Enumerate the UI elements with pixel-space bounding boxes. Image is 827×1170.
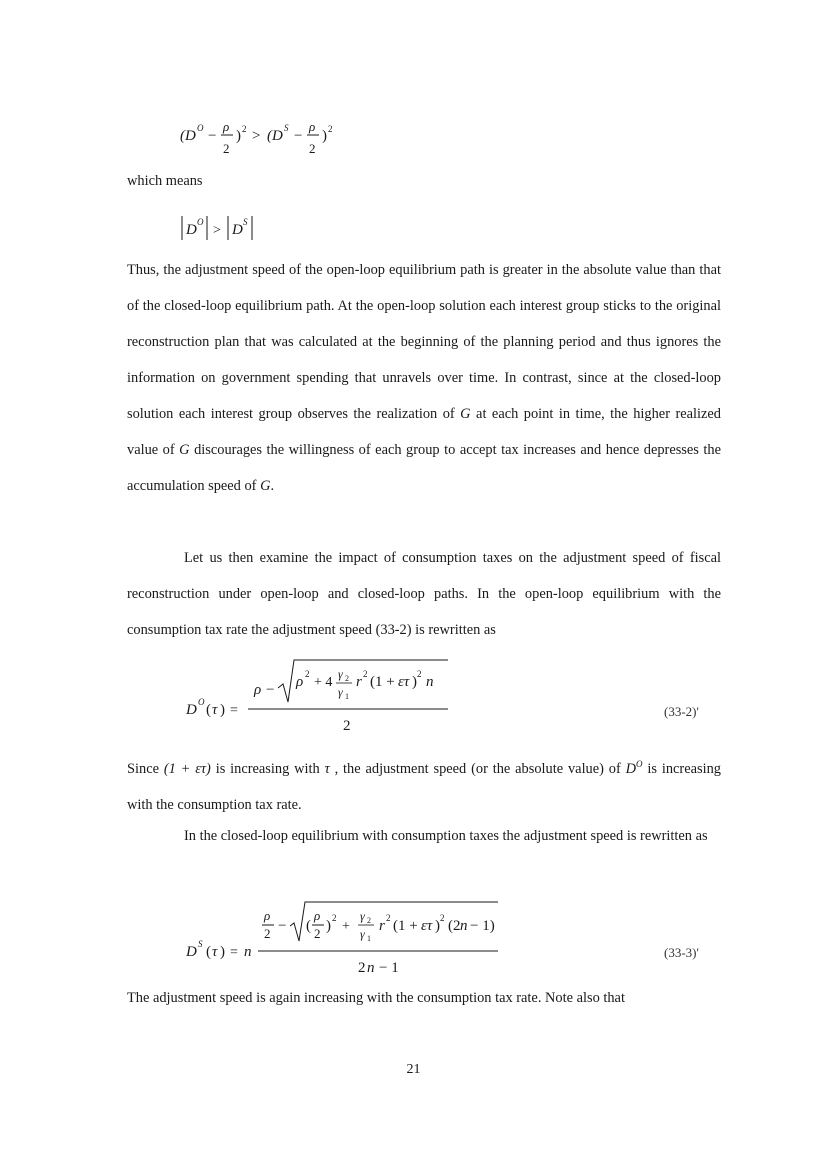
svg-text:(2: (2 bbox=[448, 918, 461, 934]
svg-text:−: − bbox=[278, 918, 287, 934]
svg-text:−: − bbox=[208, 128, 217, 144]
svg-text:n: n bbox=[244, 944, 252, 960]
svg-text:1: 1 bbox=[367, 934, 371, 943]
svg-text:ετ: ετ bbox=[421, 918, 433, 934]
page-number: 21 bbox=[406, 1062, 421, 1077]
svg-text:2: 2 bbox=[363, 669, 368, 679]
svg-text:D: D bbox=[186, 944, 197, 960]
svg-text:ρ: ρ bbox=[309, 119, 316, 134]
svg-text:+ 4: + 4 bbox=[314, 675, 333, 690]
svg-text:r: r bbox=[356, 674, 362, 690]
equation-33-2-prime bbox=[186, 652, 456, 752]
svg-text:D: D bbox=[186, 702, 197, 718]
svg-text:): ) bbox=[220, 944, 225, 960]
svg-text:(: ( bbox=[206, 702, 211, 718]
svg-text:ετ: ετ bbox=[398, 674, 410, 690]
svg-text:2: 2 bbox=[343, 718, 351, 734]
equation-number-33-2: (33-2)' bbox=[664, 704, 699, 719]
svg-text:S: S bbox=[198, 939, 203, 949]
svg-text:2: 2 bbox=[367, 916, 371, 925]
which-means-text: which means bbox=[127, 173, 203, 189]
svg-text:>: > bbox=[252, 128, 261, 144]
svg-text:S: S bbox=[284, 123, 289, 133]
svg-text:2: 2 bbox=[305, 669, 310, 679]
svg-text:2: 2 bbox=[332, 913, 337, 923]
svg-text:(1 +: (1 + bbox=[393, 918, 418, 934]
svg-text:+: + bbox=[342, 919, 350, 934]
svg-text:−: − bbox=[294, 128, 303, 144]
svg-text:): ) bbox=[236, 128, 241, 144]
svg-text:2: 2 bbox=[223, 141, 230, 156]
svg-text:γ: γ bbox=[360, 909, 365, 923]
svg-text:(: ( bbox=[306, 918, 311, 934]
svg-text:2: 2 bbox=[309, 141, 316, 156]
svg-text:=: = bbox=[230, 703, 238, 718]
svg-text:2: 2 bbox=[314, 926, 321, 941]
inequality-absolute bbox=[180, 212, 270, 246]
svg-text:2: 2 bbox=[345, 674, 349, 683]
svg-text:): ) bbox=[435, 918, 440, 934]
svg-text:2: 2 bbox=[440, 913, 445, 923]
inequality-squared bbox=[180, 118, 360, 164]
equation-33-3-prime bbox=[186, 896, 506, 980]
svg-text:2: 2 bbox=[386, 913, 391, 923]
svg-text:− 1): − 1) bbox=[470, 918, 495, 934]
svg-text:n: n bbox=[460, 918, 468, 934]
svg-text:2: 2 bbox=[358, 960, 366, 976]
svg-text:D: D bbox=[186, 222, 197, 238]
svg-text:n: n bbox=[426, 674, 434, 690]
paragraph-note-also: The adjustment speed is again increasing with the consumption tax rate. Note also that bbox=[127, 990, 625, 1006]
svg-text:n: n bbox=[367, 960, 375, 976]
svg-text:(: ( bbox=[206, 944, 211, 960]
svg-text:D: D bbox=[232, 222, 243, 238]
svg-text:): ) bbox=[322, 128, 327, 144]
svg-text:ρ: ρ bbox=[264, 908, 271, 923]
svg-text:>: > bbox=[213, 223, 221, 238]
svg-text:γ: γ bbox=[360, 927, 365, 941]
svg-text:r: r bbox=[379, 918, 385, 934]
svg-text:): ) bbox=[412, 674, 417, 690]
svg-text:ρ: ρ bbox=[314, 908, 321, 923]
svg-text:): ) bbox=[326, 918, 331, 934]
equation-number-33-3: (33-3)' bbox=[664, 945, 699, 960]
svg-text:1: 1 bbox=[345, 692, 349, 701]
svg-text:ρ: ρ bbox=[296, 674, 304, 690]
svg-text:ρ: ρ bbox=[254, 682, 262, 698]
svg-text:): ) bbox=[220, 702, 225, 718]
svg-text:O: O bbox=[198, 697, 205, 707]
svg-text:τ: τ bbox=[212, 702, 218, 718]
paragraph-adjustment-speed: Thus, the adjustment speed of the open-loop equilibrium path is greater in the absolute value than that of the closed-loop equilibrium path. At the open-loop solution each interest group sticks to the original reconstruction plan that was calculated at the beginning of the planning period and thus ignores the information on government spending that unravels over time. In contrast, since at the closed-loop solution each interest group observes the realization of G at each point in time, the higher realized value of G discourages the willingness of each group to accept tax increases and hence depresses the accumulation speed of G. bbox=[127, 262, 721, 494]
svg-text:S: S bbox=[243, 217, 248, 227]
svg-text:2: 2 bbox=[242, 124, 247, 134]
svg-text:O: O bbox=[197, 217, 204, 227]
svg-text:2: 2 bbox=[417, 669, 422, 679]
svg-text:2: 2 bbox=[264, 926, 271, 941]
paragraph-closed-loop: In the closed-loop equilibrium with consumption taxes the adjustment speed is rewritten as bbox=[184, 828, 708, 844]
svg-text:−: − bbox=[266, 682, 275, 698]
svg-text:τ: τ bbox=[212, 944, 218, 960]
svg-text:(D: (D bbox=[267, 128, 283, 144]
svg-text:ρ: ρ bbox=[223, 119, 230, 134]
svg-text:− 1: − 1 bbox=[379, 960, 399, 976]
svg-text:(D: (D bbox=[180, 128, 196, 144]
svg-text:γ: γ bbox=[338, 667, 343, 681]
paragraph-since-increasing: Since (1 + ετ) is increasing with τ , the adjustment speed (or the absolute value) of $D^O$ is increasing with the consumption tax rate. bbox=[127, 759, 721, 813]
svg-text:γ: γ bbox=[338, 685, 343, 699]
svg-text:(1 +: (1 + bbox=[370, 674, 395, 690]
svg-text:=: = bbox=[230, 945, 238, 960]
svg-text:O: O bbox=[197, 123, 204, 133]
paragraph-consumption-taxes: Let us then examine the impact of consumption taxes on the adjustment speed of fiscal reconstruction under open-loop and closed-loop paths. In the open-loop equilibrium with the consumption tax rate the adjustment speed (33-2) is rewritten as bbox=[127, 550, 721, 638]
svg-text:2: 2 bbox=[328, 124, 333, 134]
